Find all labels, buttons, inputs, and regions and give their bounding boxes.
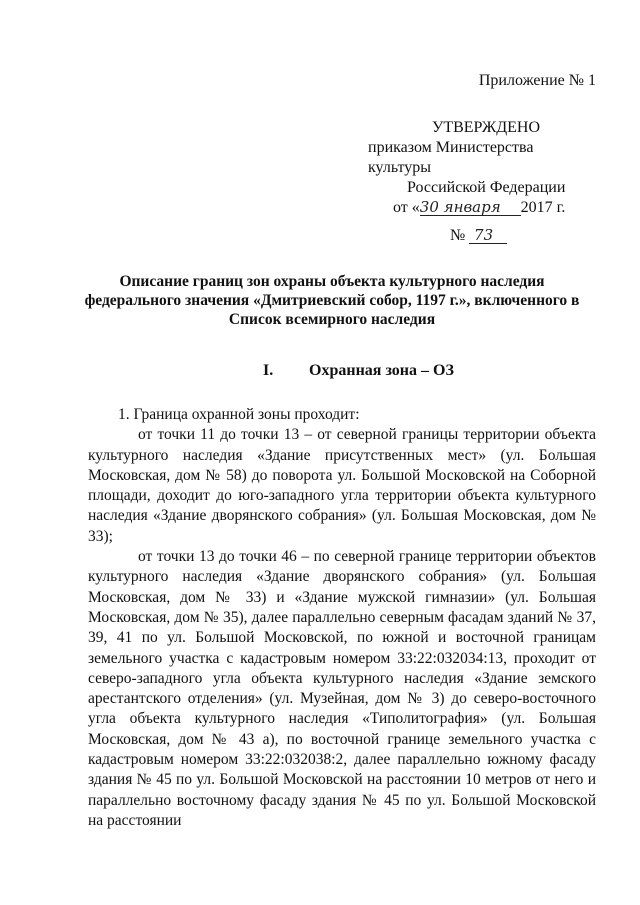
federation-line: Российской Федерации [407,179,566,196]
paragraph-intro: 1. Граница охранной зоны проходит: [118,406,360,423]
date-year: 2017 г. [520,199,566,216]
handwritten-number [469,228,507,244]
date-prefix: от « [393,199,420,216]
document-title: Описание границ зон охраны объекта культурного наследия федерального значения «Дмитриевский собор, 1197 г.», включенного в Список всемирного наследия [84,273,580,328]
handwritten-number-value: 73 [474,226,494,244]
order-line: приказом Министерства культуры [368,139,534,176]
date-underline [501,200,521,216]
section-heading [263,362,454,380]
date-line [360,198,600,218]
appendix-label: Приложение № 1 [478,72,596,89]
section-number: I. [263,362,274,379]
approval-block [360,118,600,246]
approved-label: УТВЕРЖДЕНО [432,119,541,136]
document-body [88,405,596,831]
number-line [360,226,600,246]
handwritten-date: 30 января [419,198,501,216]
section-title: Охранная зона – ОЗ [309,362,454,379]
paragraph-point-13-46: от точки 13 до точки 46 – по северной границе территории объектов культурного наследия «Здание дворянского собрания» (ул. Большая Московская, дом № 33) и «Здание мужской гимназии» (ул. Большая Московская, дом № 35), далее параллельно северным фасадам зданий № 37, 39, 41 по ул. Большой Московской, по южной и восточной границам земельного участка с кадастровым номером 33:22:032034:13, проходит от северо-западного угла объекта культурного наследия «Здание земского арестантского отделения» (ул. Музейная, дом № 3) до северо-восточного угла объекта культурного наследия «Типолитография» (ул. Большая Московская, дом № 43 а), по восточной границе земельного участка с кадастровым номером 33:22:032038:2, далее параллельно южному фасаду здания № 45 по ул. Большой Московской на расстоянии 10 метров от него и параллельно восточному фасаду здания № 45 по ул. Большой Московской на расстоянии [88,548,596,829]
number-label: № [450,227,466,244]
paragraph-point-11-13: от точки 11 до точки 13 – от северной границы территории объекта культурного наследия «Здание присутственных мест» (ул. Большая Московская, дом № 58) до поворота ул. Большой Московской на Соборной площади, доходит до юго-западного угла территории объекта культурного наследия «Здание дворянского собрания» (ул. Большая Московская, дом № 33); [88,426,596,545]
